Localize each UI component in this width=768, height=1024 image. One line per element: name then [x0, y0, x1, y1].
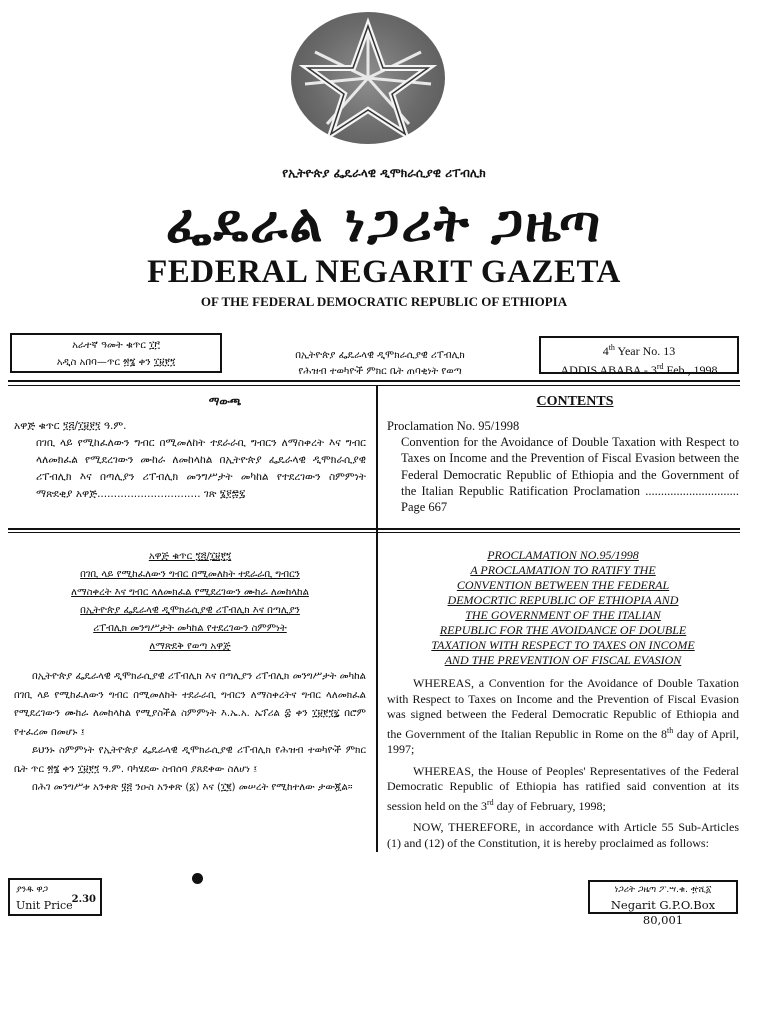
- amharic-contents-page: ገጽ ፮፻፷፯: [203, 488, 246, 500]
- amharic-whereas-1: በኢትዮጵያ ፌዴራላዊ ዲሞክራሲያዊ ሪፐብሊክ እና በጣሊያን ሪፐብሊክ መንግሥታት መካከል በገቢ ላይ የሚከፈለውን ግብር በሚመለከት ተደራራቢ ግብርን ለማስቀረትና ግብር ላለመክፈል የሚደረገውን ሙከራ ለመከላከል የሚያስችል ስምምነት እ.ኤ.አ. ኤፕሪል ፰ ቀን ፲፱፻፺፯ በሮም የተፈረመ በመሆኑ ፤: [14, 671, 366, 738]
- unit-price-label: Unit Price: [16, 899, 73, 912]
- amharic-issue-date: አዲስ አበባ—ጥር ፳፮ ቀን ፲፱፻፺: [56, 357, 176, 368]
- issuing-authority-line2: የሕዝብ ተወካዮች ምክር ቤት ጠባቂነት የወጣ: [298, 366, 462, 377]
- star-emblem-icon: [291, 12, 445, 144]
- english-contents: [387, 418, 739, 515]
- amharic-contents-entry: በገቢ ላይ የሚከፈለውን ግብር በሚመለከት ተደራራቢ ግብርን ለማስቀረት እና ግብር ላለመክፈል የሚደረገውን ሙከራ ለመከላከል በኢትዮጵያ ፌዴራላዊ ዲሞክራሲያዊ ሪፐብሊክ እና በጣሊያን ሪፐብሊክ መንግሥታት መካከል የተደረገውን ስምምነት ማጽደቂያ አዋጅ............................... ገጽ ፮፻፷፯: [36, 437, 366, 500]
- amharic-whereas-2: ይህንኑ ስምምነት የኢትዮጵያ ፌዴራላዊ ዲሞክራሲያዊ ሪፐብሊክ የሕዝብ ተወካዮች ምክር ቤት ጥር ፳፮ ቀን ፲፱፻፺ ዓ.ም. ባካሄደው ስብሰባ ያጸደቀው ስለሆነ ፤: [14, 745, 366, 775]
- issue-date: ADDIS ABABA - 3rd Feb., 1998: [560, 362, 718, 377]
- whereas-1: WHEREAS, a Convention for the Avoidance of Double Taxation with Respect to Taxes on Income and the Prevention of Fiscal Evasion was signed between the Federal Democratic Republic of Ethiopia and the Government of the Italian Republic in Rome on the 8th day of April, 1997;: [387, 676, 739, 756]
- now-therefore: NOW, THEREFORE, in accordance with Article 55 Sub-Articles (1) and (12) of the Constitution, it is hereby proclaimed as follows:: [387, 820, 739, 850]
- top-rule-thin: [8, 385, 740, 386]
- amharic-issue-box: [10, 333, 222, 373]
- amharic-contents: [14, 418, 366, 503]
- top-rule: [8, 380, 740, 382]
- contents-bottom-rule: [8, 528, 740, 530]
- amharic-republic-subtitle: የኢትዮጵያ ፌዴራላዊ ዲሞክራሲያዊ ሪፐብሊክ: [282, 166, 486, 180]
- ink-dot: [192, 873, 203, 884]
- whereas-2: WHEREAS, the House of Peoples' Representatives of the Federal Democratic Republic of Ethiopia has ratified said convention at its session held on the 3rd day of February, 1998;: [387, 763, 739, 813]
- issuing-authority-line1: በኢትዮጵያ ፌዴራላዊ ዲሞክራሲያዊ ሪፐብሊክ: [295, 350, 465, 361]
- contents-heading: CONTENTS: [536, 394, 614, 409]
- contents-entry: Convention for the Avoidance of Double Taxation with Respect to Taxes on Income and the Prevention of Fiscal Evasion between the Federal Democratic Republic of Ethiopia and the Government of the Italian Republic Ratification Proclamation .............................. Page 667: [401, 435, 739, 515]
- amharic-contents-heading: ማውጫ: [208, 395, 242, 408]
- amharic-proclamation-body: [14, 668, 366, 798]
- contents-bottom-rule-thin: [8, 532, 740, 533]
- republic-subtitle: OF THE FEDERAL DEMOCRATIC REPUBLIC OF ETHIOPIA: [200, 294, 568, 309]
- proclamation-body: [387, 676, 739, 857]
- proclamation-heading: PROCLAMATION NO.95/1998 A PROCLAMATION TO RATIFY THE CONVENTION BETWEEN THE FEDERAL DEMOCRTIC REPUBLIC OF ETHIOPIA AND THE GOVERNMENT OF THE ITALIAN REPUBLIC FOR THE AVOIDANCE OF DOUBLE TAXATION WITH RESPECT TO TAXES ON INCOME AND THE PREVENTION OF FISCAL EVASION: [431, 548, 695, 667]
- po-box-amharic: ነጋሪት ጋዜጣ ፖ.ሣ.ቁ. ፹ሺ፩: [614, 885, 712, 895]
- issue-year-number: 4th Year No. 13: [602, 343, 676, 358]
- amharic-issue-number: አራተኛ ዓመት ቁጥር ፲፫: [72, 340, 160, 351]
- column-divider: [376, 386, 378, 852]
- english-issue-box: [539, 336, 739, 377]
- po-box-english: Negarit G.P.O.Box 80,001: [610, 898, 716, 927]
- ethiopian-emblem: [291, 12, 445, 144]
- amharic-proclamation-heading: አዋጅ ቁጥር ፺፭/፲፱፻፺ በገቢ ላይ የሚከፈለውን ግብር በሚመለከት ተደራራቢ ግብርን ለማስቀረት እና ግብር ላለመክፈል የሚደረገውን ሙከራ ለመከላከል በኢትዮጵያ ፌዴራላዊ ዲሞክራሲያዊ ሪፐብሊክ እና በጣሊያን ሪፐብሊክ መንግሥታት መካከል የተደረገውን ስምምነት ለማጽደቅ የወጣ አዋጅ: [71, 551, 309, 652]
- unit-price-amharic: ያንዱ ዋጋ: [16, 885, 49, 895]
- issuing-authority: [228, 348, 532, 380]
- proclamation-number: Proclamation No. 95/1998: [387, 419, 520, 433]
- amharic-proclamation-number: አዋጅ ቁጥር ፺፭/፲፱፻፺ ዓ.ም.: [14, 420, 127, 432]
- amharic-gazette-title: ፌዴራል ነጋሪት ጋዜጣ: [165, 194, 603, 254]
- unit-price-value: 2.30: [71, 894, 96, 905]
- contents-page: Page 667: [401, 500, 448, 515]
- po-box: [588, 880, 738, 927]
- amharic-now-therefore: በሕገ መንግሥቱ አንቀጽ ፶፭ ንዑስ አንቀጽ (፩) እና (፲፪) መሠረት የሚከተለው ታውጇል።: [32, 782, 353, 793]
- gazette-title: FEDERAL NEGARIT GAZETA: [147, 254, 621, 290]
- unit-price-box: [8, 878, 102, 916]
